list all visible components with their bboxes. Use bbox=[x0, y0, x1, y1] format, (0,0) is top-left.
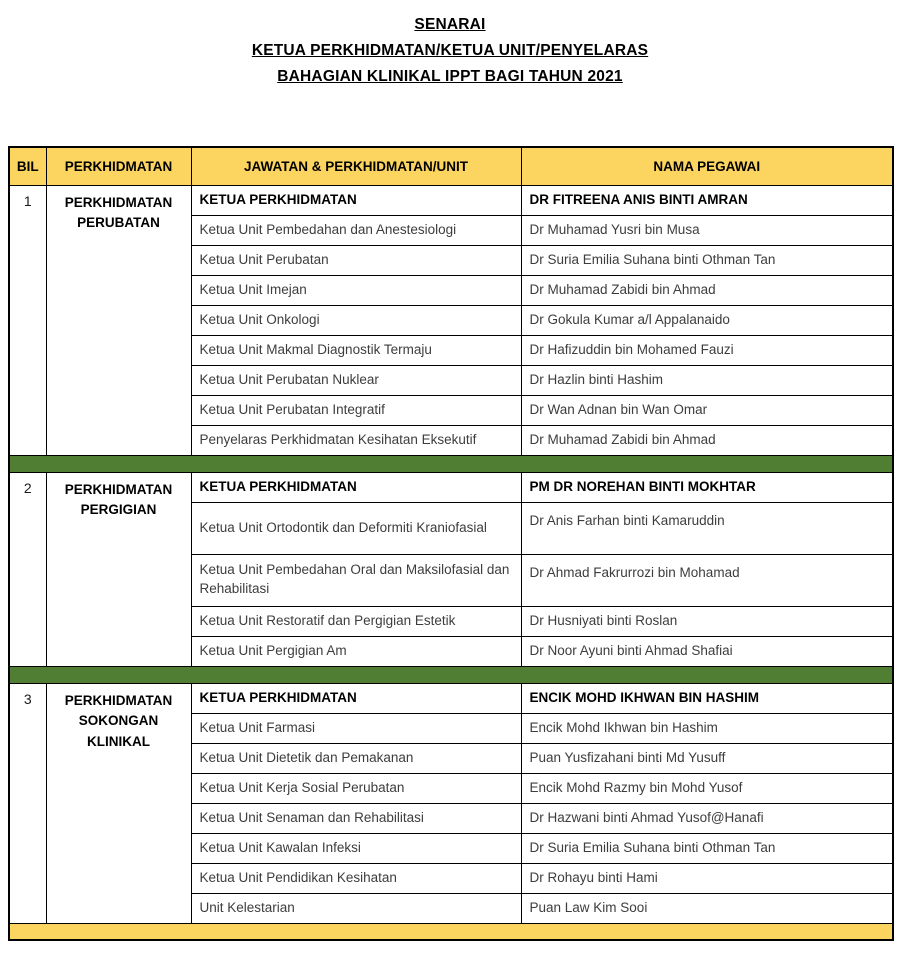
service-name: PERKHIDMATAN PERUBATAN bbox=[46, 185, 191, 455]
header-bil: BIL bbox=[9, 147, 46, 185]
nama-cell: Dr Muhamad Zabidi bin Ahmad bbox=[521, 425, 893, 455]
jawatan-cell: Ketua Unit Imejan bbox=[191, 275, 521, 305]
jawatan-cell: Ketua Unit Senaman dan Rehabilitasi bbox=[191, 803, 521, 833]
nama-cell: Dr Suria Emilia Suhana binti Othman Tan bbox=[521, 833, 893, 863]
nama-cell: Dr Wan Adnan bin Wan Omar bbox=[521, 395, 893, 425]
document-title bbox=[0, 12, 900, 90]
nama-cell: Dr Hazlin binti Hashim bbox=[521, 365, 893, 395]
nama-cell: Encik Mohd Razmy bin Mohd Yusof bbox=[521, 773, 893, 803]
jawatan-cell: Ketua Unit Pendidikan Kesihatan bbox=[191, 863, 521, 893]
jawatan-cell: Ketua Unit Perubatan Integratif bbox=[191, 395, 521, 425]
nama-cell: Dr Rohayu binti Hami bbox=[521, 863, 893, 893]
jawatan-cell: Ketua Unit Pergigian Am bbox=[191, 636, 521, 666]
section-pergigian bbox=[9, 472, 893, 683]
separator-fill bbox=[9, 923, 893, 940]
nama-cell: Dr Muhamad Yusri bin Musa bbox=[521, 215, 893, 245]
jawatan-cell: Ketua Unit Kerja Sosial Perubatan bbox=[191, 773, 521, 803]
section-perubatan bbox=[9, 185, 893, 472]
table-row bbox=[9, 472, 893, 502]
nama-cell: Dr Gokula Kumar a/l Appalanaido bbox=[521, 305, 893, 335]
nama-cell: Dr Hafizuddin bin Mohamed Fauzi bbox=[521, 335, 893, 365]
table-row bbox=[9, 185, 893, 215]
jawatan-cell: Ketua Unit Pembedahan Oral dan Maksilofasial dan Rehabilitasi bbox=[191, 554, 521, 606]
nama-cell: Dr Husniyati binti Roslan bbox=[521, 606, 893, 636]
nama-cell: Dr Anis Farhan binti Kamaruddin bbox=[521, 502, 893, 554]
bil-number: 1 bbox=[9, 185, 46, 455]
green-separator-bar bbox=[9, 455, 893, 472]
gold-bottom-bar bbox=[9, 923, 893, 940]
nama-cell: Dr Suria Emilia Suhana binti Othman Tan bbox=[521, 245, 893, 275]
nama-cell: Dr Ahmad Fakrurrozi bin Mohamad bbox=[521, 554, 893, 606]
nama-cell: Dr Hazwani binti Ahmad Yusof@Hanafi bbox=[521, 803, 893, 833]
nama-cell: Encik Mohd Ikhwan bin Hashim bbox=[521, 713, 893, 743]
jawatan-cell: Ketua Unit Ortodontik dan Deformiti Kraniofasial bbox=[191, 502, 521, 554]
jawatan-cell: Ketua Unit Makmal Diagnostik Termaju bbox=[191, 335, 521, 365]
title-line-3: BAHAGIAN KLINIKAL IPPT BAGI TAHUN 2021 bbox=[277, 68, 623, 85]
jawatan-cell: KETUA PERKHIDMATAN bbox=[191, 472, 521, 502]
jawatan-cell: Ketua Unit Kawalan Infeksi bbox=[191, 833, 521, 863]
nama-cell: Dr Noor Ayuni binti Ahmad Shafiai bbox=[521, 636, 893, 666]
nama-cell: Puan Yusfizahani binti Md Yusuff bbox=[521, 743, 893, 773]
table-row bbox=[9, 683, 893, 713]
nama-cell: Dr Muhamad Zabidi bin Ahmad bbox=[521, 275, 893, 305]
title-line-2: KETUA PERKHIDMATAN/KETUA UNIT/PENYELARAS bbox=[251, 42, 649, 59]
table-header bbox=[9, 147, 893, 185]
nama-cell: PM DR NOREHAN BINTI MOKHTAR bbox=[521, 472, 893, 502]
bil-number: 2 bbox=[9, 472, 46, 666]
jawatan-cell: Ketua Unit Restoratif dan Pergigian Estetik bbox=[191, 606, 521, 636]
nama-cell: Puan Law Kim Sooi bbox=[521, 893, 893, 923]
service-name: PERKHIDMATAN PERGIGIAN bbox=[46, 472, 191, 666]
header-nama: NAMA PEGAWAI bbox=[521, 147, 893, 185]
service-name: PERKHIDMATAN SOKONGAN KLINIKAL bbox=[46, 683, 191, 923]
header-row bbox=[9, 147, 893, 185]
header-jawatan: JAWATAN & PERKHIDMATAN/UNIT bbox=[191, 147, 521, 185]
separator-fill bbox=[9, 455, 893, 472]
header-perkhidmatan: PERKHIDMATAN bbox=[46, 147, 191, 185]
green-separator-bar bbox=[9, 666, 893, 683]
jawatan-cell: Penyelaras Perkhidmatan Kesihatan Eksekutif bbox=[191, 425, 521, 455]
separator-fill bbox=[9, 666, 893, 683]
jawatan-cell: Ketua Unit Perubatan Nuklear bbox=[191, 365, 521, 395]
title-line-1: SENARAI bbox=[414, 16, 486, 33]
jawatan-cell: KETUA PERKHIDMATAN bbox=[191, 185, 521, 215]
section-sokongan-klinikal bbox=[9, 683, 893, 940]
jawatan-cell: Ketua Unit Onkologi bbox=[191, 305, 521, 335]
jawatan-cell: Unit Kelestarian bbox=[191, 893, 521, 923]
jawatan-cell: Ketua Unit Perubatan bbox=[191, 245, 521, 275]
bil-number: 3 bbox=[9, 683, 46, 923]
jawatan-cell: Ketua Unit Pembedahan dan Anestesiologi bbox=[191, 215, 521, 245]
nama-cell: DR FITREENA ANIS BINTI AMRAN bbox=[521, 185, 893, 215]
nama-cell: ENCIK MOHD IKHWAN BIN HASHIM bbox=[521, 683, 893, 713]
jawatan-cell: KETUA PERKHIDMATAN bbox=[191, 683, 521, 713]
staff-table bbox=[8, 146, 894, 941]
jawatan-cell: Ketua Unit Farmasi bbox=[191, 713, 521, 743]
jawatan-cell: Ketua Unit Dietetik dan Pemakanan bbox=[191, 743, 521, 773]
